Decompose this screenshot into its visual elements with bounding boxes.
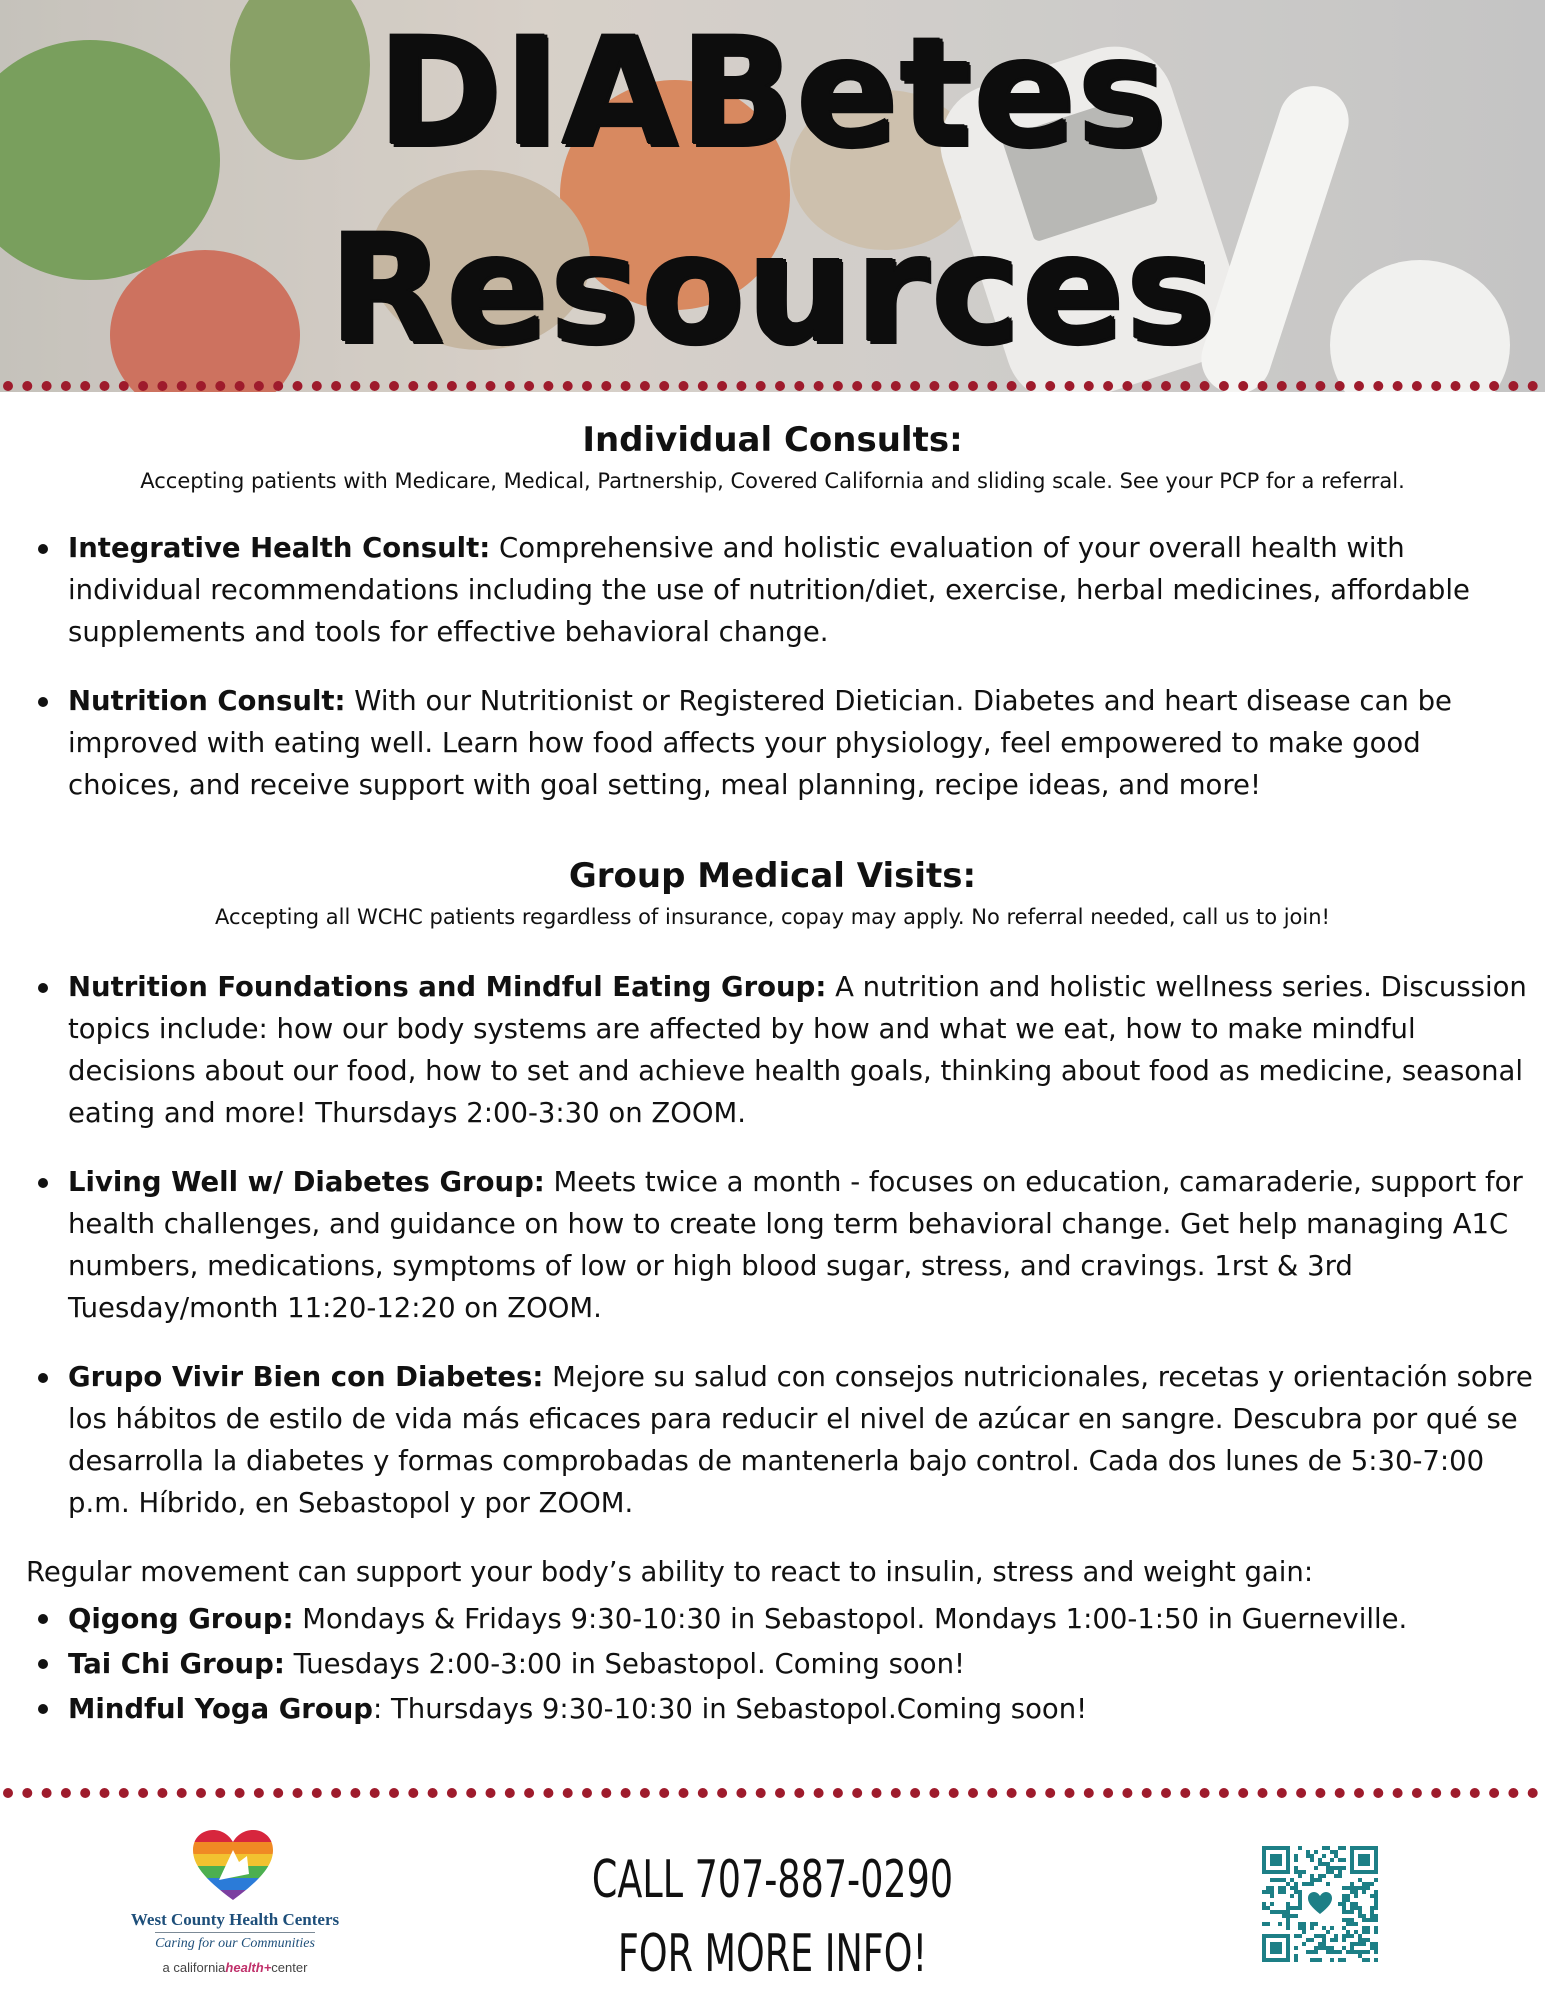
list-item-qigong: [28, 1597, 1533, 1642]
item-label: Qigong Group:: [68, 1603, 294, 1635]
item-text: Comprehensive and holistic evaluation of your overall health with individual recommendations including the use of nutrition/diet, exercise, herbal medicines, affordable supplements and tools for effective behavioral change.: [68, 532, 1470, 648]
item-label: Integrative Health Consult:: [68, 532, 491, 564]
org-tagline: Caring for our Communities: [155, 1936, 315, 1951]
item-text: Mejore su salud con consejos nutricionales, recetas y orientación sobre los hábitos de estilo de vida más eficaces para reducir el nivel de azúcar en sangre. Descubra por qué se desarrolla la diabetes y formas comprobadas de mantenerla bajo control. Cada dos lunes de 5:30-7:00 p.m. Híbrido, en Sebastopol y por ZOOM.: [68, 1361, 1533, 1519]
item-text: : Thursdays 9:30-10:30 in Sebastopol.Coming soon!: [372, 1693, 1088, 1725]
item-label: Mindful Yoga Group: [68, 1693, 373, 1725]
item-label: Nutrition Consult:: [68, 685, 346, 717]
header-banner: [0, 0, 1545, 392]
item-text: With our Nutritionist or Registered Dietician. Diabetes and heart disease can be improved with eating well. Learn how food affects your physiology, feel empowered to make good choices, and receive support with goal setting, meal planning, recipe ideas, and more!: [68, 685, 1452, 801]
individual-consults-list: [28, 527, 1533, 806]
item-label: Grupo Vivir Bien con Diabetes:: [68, 1361, 544, 1393]
item-label: Living Well w/ Diabetes Group:: [68, 1166, 545, 1198]
list-item-integrative-health: [28, 527, 1533, 653]
individual-consults-heading: Individual Consults:: [582, 420, 963, 460]
call-line-1: CALL 707-887-0290: [591, 1850, 954, 1910]
movement-list: [28, 1597, 1533, 1732]
movement-intro: Regular movement can support your body’s ability to react to insulin, stress and weight gain:: [26, 1556, 1314, 1588]
org-network-prefix: a california: [162, 1960, 226, 1975]
org-name: West County Health Centers: [130, 1910, 340, 1929]
call-line-2: FOR MORE INFO!: [617, 1924, 928, 1984]
item-label: Tai Chi Group:: [68, 1648, 285, 1680]
group-visits-heading: Group Medical Visits:: [568, 856, 977, 896]
item-text: Meets twice a month - focuses on education, camaraderie, support for health challenges, and guidance on how to create long term behavioral change. Get help managing A1C numbers, medications, symptoms of low or high blood sugar, stress, and cravings. 1rst & 3rd Tuesday/month 11:20-12:20 on ZOOM.: [68, 1166, 1523, 1324]
org-network-highlight: health+: [225, 1960, 272, 1975]
group-visits-subtitle: Accepting all WCHC patients regardless of insurance, copay may apply. No referral needed, call us to join!: [215, 905, 1330, 929]
individual-consults-subtitle: Accepting patients with Medicare, Medical, Partnership, Covered California and sliding scale. See your PCP for a referral.: [140, 469, 1405, 493]
list-item-nutrition-consult: [28, 680, 1533, 806]
list-item-mindful-yoga: [28, 1687, 1533, 1732]
list-item-grupo-vivir-bien: [28, 1356, 1533, 1524]
page-title-line-1: DIABetes: [376, 6, 1169, 180]
list-item-living-well: [28, 1161, 1533, 1329]
item-text: Tuesdays 2:00-3:00 in Sebastopol. Coming soon!: [284, 1648, 966, 1680]
dotted-divider-bottom: [0, 1785, 1545, 1801]
item-text: A nutrition and holistic wellness series. Discussion topics include: how our body systems are affected by how and what we eat, how to make mindful decisions about our food, how to set and achieve health goals, thinking about food as medicine, seasonal eating and more! Thursdays 2:00-3:30 on ZOOM.: [68, 971, 1527, 1129]
list-item-nutrition-foundations: [28, 966, 1533, 1134]
item-label: Nutrition Foundations and Mindful Eating Group:: [68, 971, 827, 1003]
page-title-line-2: Resources: [328, 203, 1217, 377]
dotted-divider-top: [0, 378, 1545, 394]
item-text: Mondays & Fridays 9:30-10:30 in Sebastopol. Mondays 1:00-1:50 in Guerneville.: [293, 1603, 1408, 1635]
org-network-suffix: center: [271, 1960, 308, 1975]
list-item-tai-chi: [28, 1642, 1533, 1687]
qr-code-icon[interactable]: [1262, 1846, 1378, 1962]
group-visits-list: [28, 966, 1533, 1524]
